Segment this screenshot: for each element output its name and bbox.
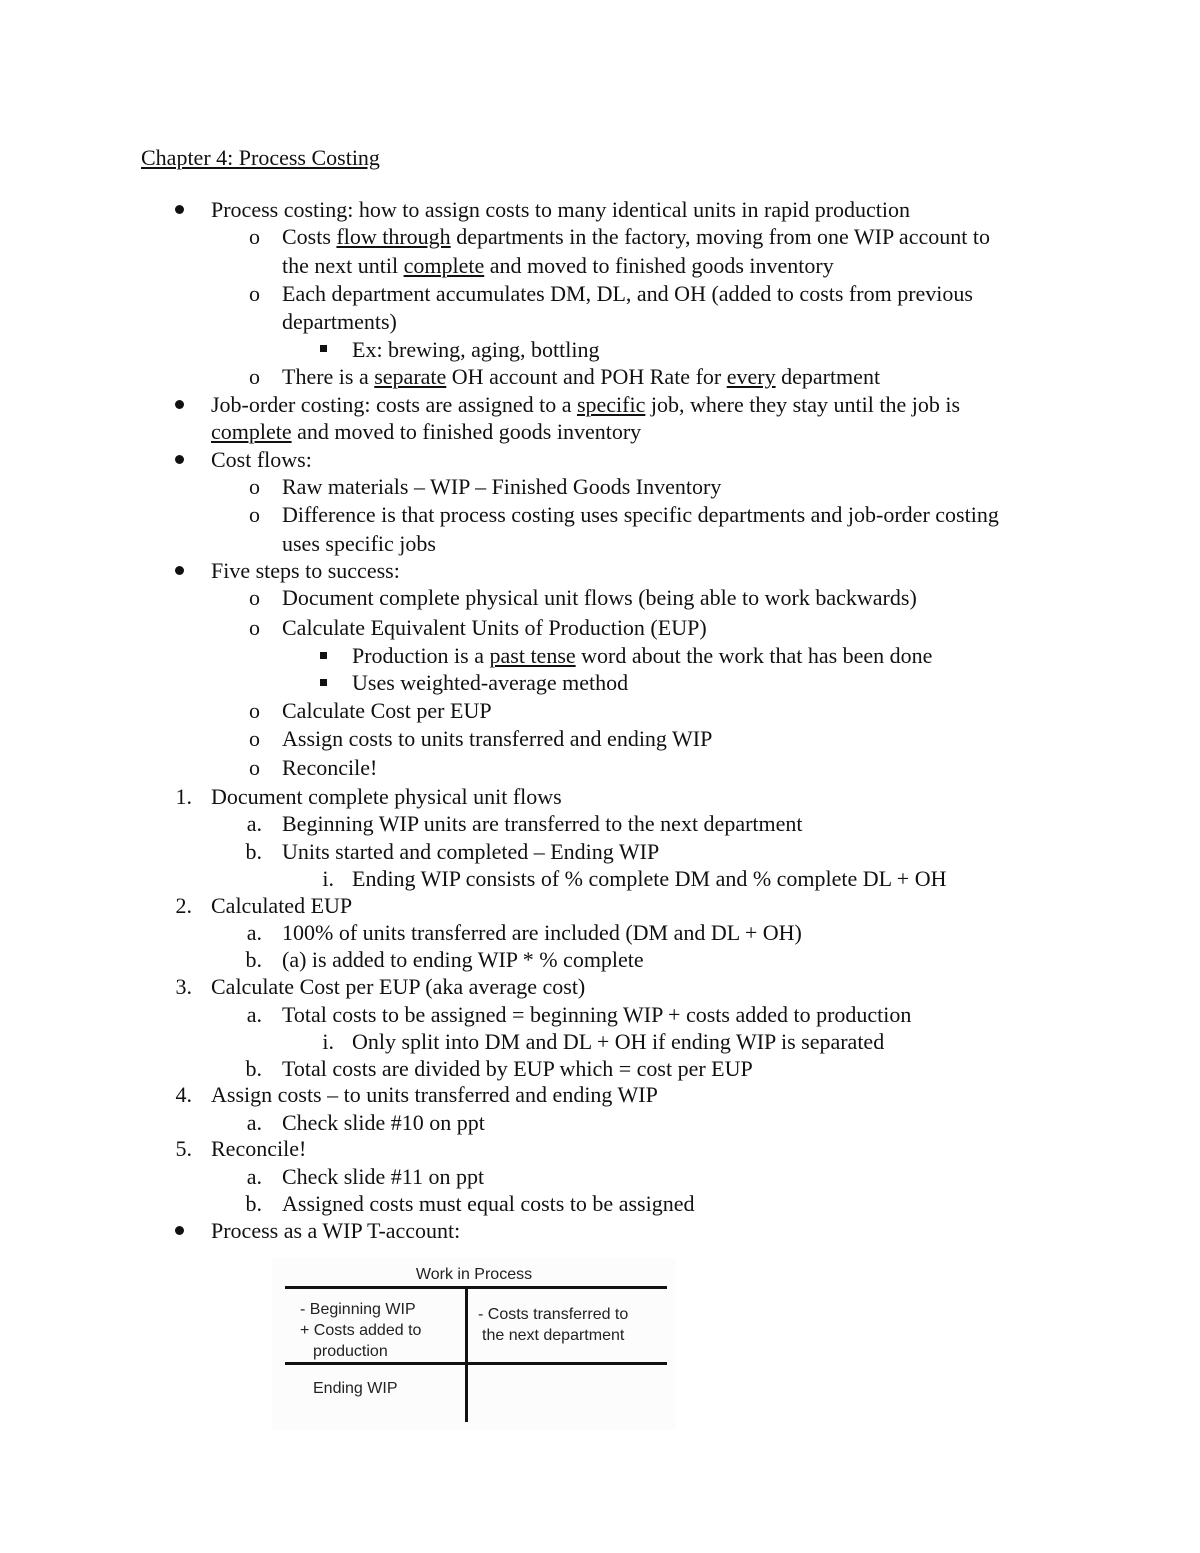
text-line: Assign costs to units transferred and ending WIP — [282, 726, 713, 751]
text-line: (a) is added to ending WIP * % complete — [282, 947, 644, 972]
letter-marker: a. — [246, 811, 262, 836]
text-line: Reconcile! — [211, 1136, 307, 1161]
letter-marker: b. — [245, 839, 262, 864]
text-line: There is a separate OH account and POH Rate for every department — [282, 364, 881, 389]
text-line: Costs flow through departments in the factory, moving from one WIP account to — [282, 224, 990, 249]
t-account-credit-side — [478, 1304, 628, 1346]
letter-marker: a. — [246, 1002, 262, 1027]
letter-marker: a. — [246, 920, 262, 945]
text-line: Check slide #10 on ppt — [282, 1110, 485, 1135]
number-marker: 2. — [175, 893, 192, 918]
text-line: Process costing: how to assign costs to many identical units in rapid production — [211, 197, 911, 222]
text-line: complete and moved to finished goods inventory — [211, 419, 642, 444]
bullet-o: o — [249, 281, 260, 306]
t-account-debit-line: production — [313, 1343, 388, 1360]
bullet-o: o — [249, 585, 260, 610]
bullet-dot — [175, 400, 184, 409]
bullet-square — [320, 679, 327, 686]
text-line: Uses weighted-average method — [352, 670, 629, 695]
letter-marker: b. — [245, 947, 262, 972]
text-line: Ex: brewing, aging, bottling — [352, 337, 600, 362]
text-line: Assigned costs must equal costs to be assigned — [282, 1191, 695, 1216]
text-line: Cost flows: — [211, 447, 312, 472]
bullet-o: o — [249, 502, 260, 527]
t-account-credit-line: - Costs transferred to — [478, 1306, 629, 1323]
t-account-ending-balance: Ending WIP — [313, 1380, 398, 1397]
text-line: departments) — [282, 309, 397, 334]
number-marker: 5. — [175, 1136, 192, 1161]
text-line: Production is a past tense word about the work that has been done — [352, 643, 933, 668]
text-line: Check slide #11 on ppt — [282, 1164, 485, 1189]
text-line: Assign costs – to units transferred and ending WIP — [211, 1082, 658, 1107]
text-line: Process as a WIP T-account: — [211, 1218, 461, 1243]
bullet-o: o — [249, 755, 260, 780]
text-line: Calculate Equivalent Units of Production (EUP) — [282, 615, 707, 640]
text-line: Each department accumulates DM, DL, and OH (added to costs from previous — [282, 281, 973, 306]
bullet-square — [320, 345, 327, 352]
roman-marker: i. — [322, 1029, 334, 1054]
text-line: Reconcile! — [282, 755, 378, 780]
bullet-dot — [175, 205, 184, 214]
text-line: Total costs are divided by EUP which = cost per EUP — [282, 1056, 753, 1081]
t-account-top-rule — [285, 1286, 667, 1289]
letter-marker: a. — [246, 1110, 262, 1135]
letter-marker: a. — [246, 1164, 262, 1189]
text-line: Difference is that process costing uses specific departments and job-order costing — [282, 502, 999, 527]
text-line: Units started and completed – Ending WIP — [282, 839, 660, 864]
text-line: Document complete physical unit flows — [211, 784, 562, 809]
bullet-square — [320, 652, 327, 659]
text-line: Five steps to success: — [211, 558, 400, 583]
text-line: Document complete physical unit flows (being able to work backwards) — [282, 585, 917, 610]
t-account-credit-line: the next department — [482, 1327, 625, 1344]
bullet-dot — [175, 566, 184, 575]
t-account-middle-rule — [285, 1362, 667, 1365]
bullet-o: o — [249, 224, 260, 249]
text-line: Only split into DM and DL + OH if ending WIP is separated — [352, 1029, 885, 1054]
t-account-debit-line: - Beginning WIP — [300, 1301, 416, 1318]
t-account-divider — [465, 1286, 468, 1422]
text-line: Raw materials – WIP – Finished Goods Inventory — [282, 474, 722, 499]
bullet-dot — [175, 1226, 184, 1235]
text-line: Calculate Cost per EUP (aka average cost) — [211, 974, 586, 999]
bullet-o: o — [249, 615, 260, 640]
bullet-o: o — [249, 474, 260, 499]
t-account-title: Work in Process — [415, 1266, 533, 1283]
text-line: Calculated EUP — [211, 893, 353, 918]
letter-marker: b. — [245, 1191, 262, 1216]
text-line: Beginning WIP units are transferred to the next department — [282, 811, 803, 836]
number-marker: 3. — [175, 974, 192, 999]
text-line: Job-order costing: costs are assigned to a specific job, where they stay until the job is — [211, 392, 961, 417]
text-line: Total costs to be assigned = beginning WIP + costs added to production — [282, 1002, 912, 1027]
bullet-o: o — [249, 364, 260, 389]
text-line: Ending WIP consists of % complete DM and % complete DL + OH — [352, 866, 947, 891]
wip-t-account — [272, 1258, 676, 1430]
bullet-dot — [175, 455, 184, 464]
bullet-o: o — [249, 698, 260, 723]
roman-marker: i. — [322, 866, 334, 891]
number-marker: 1. — [175, 784, 192, 809]
letter-marker: b. — [245, 1056, 262, 1081]
page-title: Chapter 4: Process Costing — [141, 145, 380, 170]
text-line: the next until complete and moved to finished goods inventory — [282, 253, 834, 278]
number-marker: 4. — [175, 1082, 192, 1107]
text-line: Calculate Cost per EUP — [282, 698, 492, 723]
t-account-debit-side — [300, 1299, 421, 1362]
bullet-o: o — [249, 726, 260, 751]
text-line: uses specific jobs — [282, 531, 436, 556]
text-line: 100% of units transferred are included (DM and DL + OH) — [282, 920, 802, 945]
t-account-debit-line: + Costs added to — [300, 1322, 422, 1339]
